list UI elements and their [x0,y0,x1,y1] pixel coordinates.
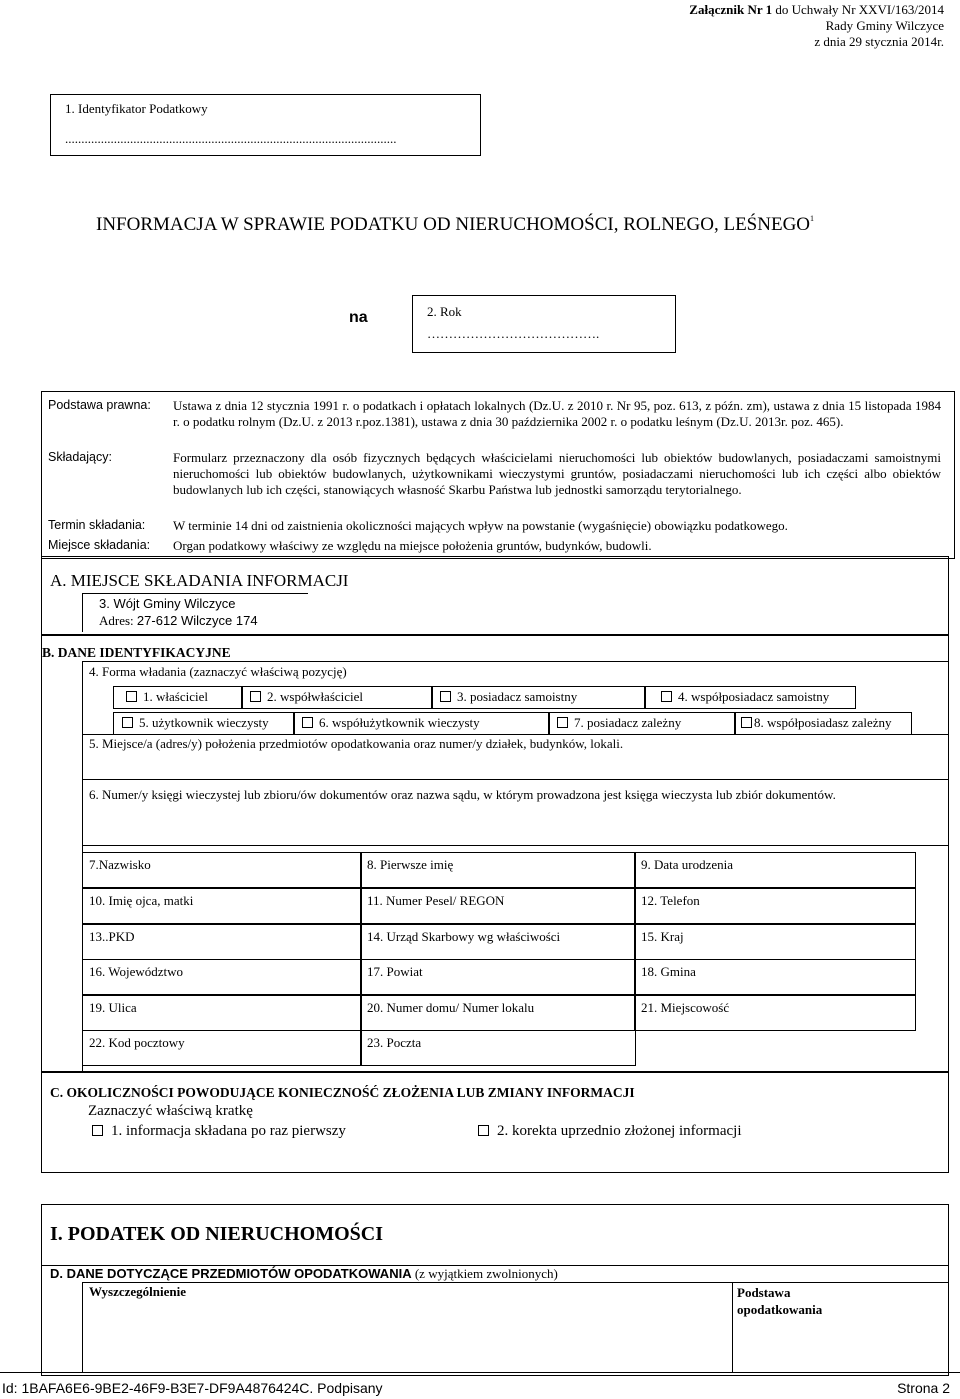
annex-header [689,2,944,50]
deadline-label: Termin składania: [48,518,146,532]
ownership-option-label: 6. współużytkownik wieczysty [319,715,480,730]
year-prefix: na [349,309,368,326]
field-house-number[interactable] [360,995,636,1031]
field-commune[interactable] [634,959,916,995]
field-first-name[interactable] [360,852,636,888]
field-label: 10. Imię ojca, matki [89,893,194,908]
section-d-note: (z wyjątkiem zwolnionych) [411,1266,558,1281]
field-label: 22. Kod pocztowy [89,1035,185,1050]
checkbox-icon[interactable] [478,1125,489,1136]
land-register-field[interactable] [82,779,948,846]
correction-option[interactable] [478,1123,742,1140]
office-name: 3. Wójt Gminy Wilczyce [99,596,236,611]
footnote-mark: 1 [810,214,815,223]
field-tax-office[interactable] [360,924,636,960]
ownership-option-label: 5. użytkownik wieczysty [139,715,269,730]
section-c [41,1071,949,1173]
land-register-label: 6. Numer/y księgi wieczystej lub zbioru/ów dokumentów oraz nazwa sądu, w którym prowadzona jest księga wieczysta lub zbiór dokumentów. [89,787,836,802]
field-label: 11. Numer Pesel/ REGON [367,893,505,908]
ownership-option-3[interactable] [431,686,646,709]
ownership-option-label: 3. posiadacz samoistny [457,689,578,704]
field-label: 17. Powiat [367,964,423,979]
field-district[interactable] [360,959,636,995]
field-street[interactable] [82,995,362,1031]
tax-base-column [732,1282,949,1373]
section-c-title: C. OKOLICZNOŚCI POWODUJĄCE KONIECZNOŚĆ ZŁOŻENIA LUB ZMIANY INFORMACJI [50,1085,635,1100]
description-column [82,1282,733,1373]
place-text: Organ podatkowy właściwy ze względu na miejsce położenia gruntów, budynków, budowli. [173,538,652,553]
annex-resolution: do Uchwały Nr XXVI/163/2014 [772,2,944,17]
ownership-option-5[interactable] [113,712,295,735]
field-birth-date[interactable] [634,852,916,888]
section-c-instruction: Zaznaczyć właściwą kratkę [88,1103,253,1119]
deadline-text: W terminie 14 dni od zaistnienia okoliczności mających wpływ na powstanie (wygaśnięcie) obowiązku podatkowego. [173,518,788,533]
ownership-option-label: 8. współposiadasz zależny [754,715,892,730]
annex-council: Rady Gminy Wilczyce [825,18,944,33]
ownership-option-label: 1. właściciel [143,689,208,704]
form-title-text: INFORMACJA W SPRAWIE PODATKU OD NIERUCHOMOŚCI, ROLNEGO, LEŚNEGO [96,214,811,235]
field-label: 23. Poczta [367,1035,422,1050]
tax-identifier-box[interactable] [50,94,481,156]
ownership-option-label: 7. posiadacz zależny [574,715,682,730]
section-d-heading [50,1266,558,1282]
field-surname[interactable] [82,852,362,888]
tax-base-header: Podstawa opodatkowania [737,1285,823,1317]
correction-label: 2. korekta uprzednio złożonej informacji [497,1123,742,1139]
field-label: 12. Telefon [641,893,700,908]
legal-basis-box [41,391,955,559]
ownership-option-label: 4. współposiadacz samoistny [678,689,830,704]
section-a [41,556,949,636]
field-label: 20. Numer domu/ Numer lokalu [367,1000,535,1015]
field-parents-names[interactable] [82,888,362,924]
checkbox-icon[interactable] [122,717,133,728]
ownership-option-1[interactable] [113,686,243,709]
field-pkd[interactable] [82,924,362,960]
office-address [99,613,258,629]
legal-basis-text: Ustawa z dnia 12 stycznia 1991 r. o podatkach i opłatach lokalnych (Dz.U. z 2010 r. Nr 95, poz. 613, z późn. zm), ustawa z dnia 15 listopada 1984 r. o podatku rolnym (Dz.U. z 2013 r.poz.1381), ustawa z dnia 30 października 2002 r. o podatku leśnym (Dz.U. 2013r. poz. 465). [173,398,941,429]
address-value: 27-612 Wilczyce 174 [136,613,258,628]
checkbox-icon[interactable] [741,717,752,728]
ownership-option-label: 2. współwłaściciel [267,689,364,704]
ownership-option-6[interactable] [293,712,550,735]
checkbox-icon[interactable] [250,691,261,702]
field-label: 13..PKD [89,929,135,944]
legal-basis-label: Podstawa prawna: [48,398,151,412]
checkbox-icon[interactable] [302,717,313,728]
field-label: 8. Pierwsze imię [367,857,454,872]
checkbox-icon[interactable] [440,691,451,702]
field-pesel-regon[interactable] [360,888,636,924]
annex-number: Załącznik Nr 1 [689,2,773,17]
description-header: Wyszczególnienie [89,1284,186,1299]
footer-divider [0,1372,960,1373]
office-cell [82,593,308,632]
address-label: Adres: [99,613,137,628]
year-label: 2. Rok [427,304,462,319]
ownership-option-7[interactable] [548,712,736,735]
field-country[interactable] [634,924,916,960]
place-label: Miejsce składania: [48,538,151,552]
field-label: 9. Data urodzenia [641,857,734,872]
section-i [41,1204,949,1376]
year-box[interactable] [412,295,676,353]
checkbox-icon[interactable] [92,1125,103,1136]
tax-identifier-label: 1. Identyfikator Podatkowy [65,101,208,116]
section-a-title: A. MIEJSCE SKŁADANIA INFORMACJI [50,571,349,590]
field-voivodeship[interactable] [82,959,362,995]
field-phone[interactable] [634,888,916,924]
field-postal-code[interactable] [82,1030,362,1066]
page-number: Strona 2 [897,1380,950,1396]
field-label: 21. Miejscowość [641,1000,730,1015]
first-submission-label: 1. informacja składana po raz pierwszy [111,1123,346,1139]
ownership-label: 4. Forma władania (zaznaczyć właściwą pozycję) [89,664,347,679]
ownership-option-4[interactable] [644,686,856,709]
checkbox-icon[interactable] [661,691,672,702]
submitter-label: Składający: [48,450,112,464]
tax-identifier-dots: ...................................................................................................... [65,131,397,146]
field-post-office[interactable] [360,1030,636,1066]
section-i-title: I. PODATEK OD NIERUCHOMOŚCI [50,1223,383,1245]
checkbox-icon[interactable] [126,691,137,702]
first-submission-option[interactable] [92,1123,346,1140]
field-label: 18. Gmina [641,964,696,979]
checkbox-icon[interactable] [557,717,568,728]
form-title [96,214,814,236]
field-label: 19. Ulica [89,1000,137,1015]
ownership-option-8[interactable] [734,712,912,735]
year-dots: …………………………………. [427,326,600,341]
annex-date: z dnia 29 stycznia 2014r. [814,34,944,49]
section-b-title: B. DANE IDENTYFIKACYJNE [42,645,231,660]
field-label: 7.Nazwisko [89,857,151,872]
location-field[interactable] [82,734,948,780]
field-locality[interactable] [634,995,916,1031]
document-id: Id: 1BAFA6E6-9BE2-46F9-B3E7-DF9A4876424C. Podpisany [2,1380,383,1396]
field-label: 14. Urząd Skarbowy wg właściwości [367,929,561,944]
field-label: 16. Województwo [89,964,184,979]
location-label: 5. Miejsce/a (adres/y) położenia przedmiotów opodatkowania oraz numer/y działek, budynków, lokali. [89,736,624,751]
ownership-option-2[interactable] [241,686,433,709]
section-d-title: D. DANE DOTYCZĄCE PRZEDMIOTÓW OPODATKOWANIA [50,1266,412,1281]
submitter-text: Formularz przeznaczony dla osób fizycznych będących właścicielami nieruchomości lub obiektów budowlanych, posiadaczami samoistnymi nieruchomości lub obiektów budowlanych, użytkownikami wieczystymi gruntów, posiadaczami nieruchomości lub ich części albo obiektów budowlanych lub ich części, stanowiących własność Skarbu Państwa lub jednostki samorządu terytorialnego. [173,450,941,497]
field-label: 15. Kraj [641,929,684,944]
